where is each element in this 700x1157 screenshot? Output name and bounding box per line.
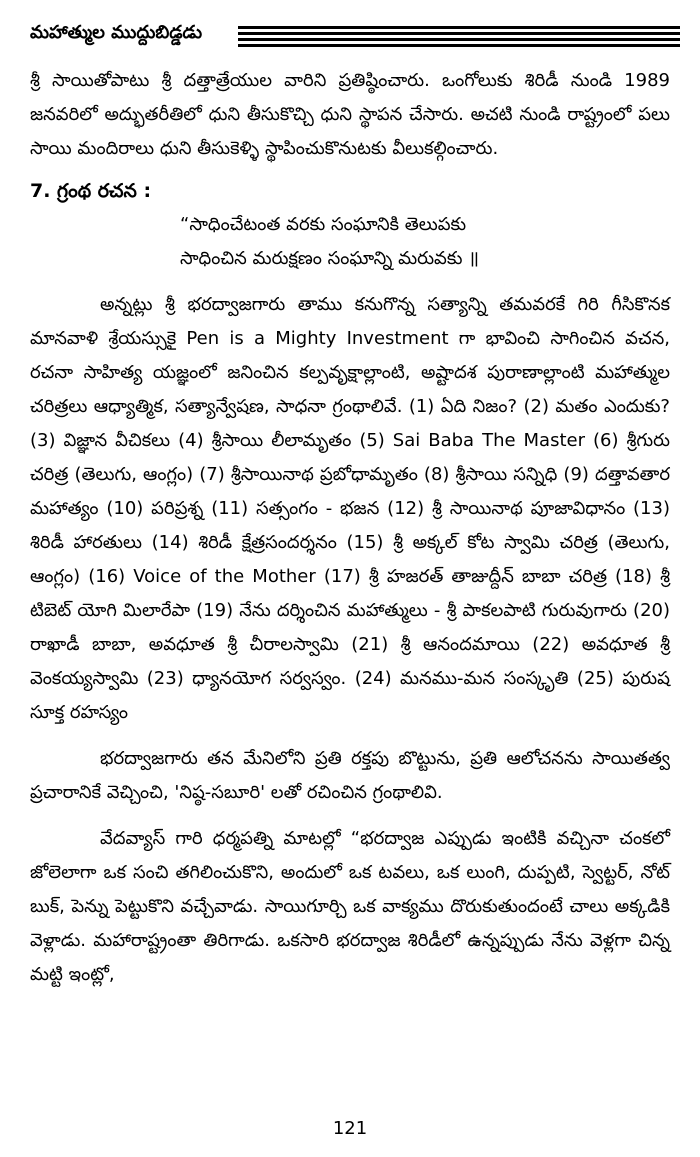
rule-line bbox=[238, 32, 680, 35]
header-title: మహాత్ముల ముద్దుబిడ్డడు bbox=[30, 22, 203, 43]
paragraph-books-list: అన్నట్లు శ్రీ భరద్వాజగారు తాము కనుగొన్న సత్యాన్ని తమవరకే గిరి గీసికొనక మానవాళి శ్రేయస్సుకై Pen is a Mighty Investment గా భావించి సాగించిన వచన, రచనా సాహిత్య యజ్ఞంలో జనించిన కల్పవృక్షాల్లాంటి, అష్టాదశ పురాణాల్లాంటి మహాత్ముల చరిత్రలు ఆధ్యాత్మిక, సత్యాన్వేషణ, సాధనా గ్రంథాలివే. (1) ఏది నిజం? (2) మతం ఎందుకు? (3) విజ్ఞాన వీచికలు (4) శ్రీసాయి లీలామృతం (5) Sai Baba The Master (6) శ్రీగురు చరిత్ర (తెలుగు, ఆంగ్లం) (7) శ్రీసాయినాథ ప్రబోధామృతం (8) శ్రీసాయి సన్నిధి (9) దత్తావతార మహాత్యం (10) పరిప్రశ్న (11) సత్సంగం - భజన (12) శ్రీ సాయినాథ పూజావిధానం (13) శిరిడీ హారతులు (14) శిరిడీ క్షేత్రసందర్శనం (15) శ్రీ అక్కల్ కోట స్వామి చరిత్ర (తెలుగు, ఆంగ్లం) (16) Voice of the Mother (17) శ్రీ హజరత్ తాజుద్దీన్ బాబా చరిత్ర (18) శ్రీ టిబెట్ యోగి మిలారేపా (19) నేను దర్శించిన మహాత్ములు - శ్రీ పాకలపాటి గురువుగారు (20) రాఖాడీ బాబా, అవధూత శ్రీ చీరాలస్వామి (21) శ్రీ ఆనందమాయి (22) అవధూత శ్రీ వెంకయ్యస్వామి (23) ధ్యానయోగ సర్వస్వం. (24) మనము-మన సంస్కృతి (25) పురుష సూక్త రహస్యం bbox=[30, 294, 670, 723]
paragraph-vedavyas-wife: వేదవ్యాస్ గారి ధర్మపత్ని మాటల్లో “భరద్వాజ ఎప్పుడు ఇంటికి వచ్చినా చంకలో జోలెలాగా ఒక సంచి తగిలించుకొని, అందులో ఒక టవలు, ఒక లుంగి, దుప్పటి, స్వెట్టర్, నోట్ బుక్, పెన్ను పెట్టుకొని వచ్చేవాడు. సాయిగూర్చి ఒక వాక్యము దొరుకుతుందంటే చాలు అక్కడికి వెళ్లాడు. మహారాష్ట్రంతా తిరిగాడు. ఒకసారి భరద్వాజ శిరిడీలో ఉన్నప్పుడు నేను వెళ్లగా చిన్న మట్టి ఇంట్లో, bbox=[30, 828, 670, 985]
rule-line bbox=[238, 26, 680, 29]
verse-line-1: “సాధించేటంత వరకు సంఘానికి తెలుపకు bbox=[180, 214, 467, 235]
verse-line-2: సాధించిన మరుక్షణం సంఘాన్ని మరువకు ॥ bbox=[180, 248, 479, 269]
rule-line bbox=[238, 44, 680, 47]
page-number: 121 bbox=[332, 1118, 368, 1139]
section-heading: 7. గ్రంథ రచన : bbox=[30, 180, 152, 202]
paragraph-dhuni: శ్రీ సాయితోపాటు శ్రీ దత్తాత్రేయుల వారిని ప్రతిష్ఠించారు. ఒంగోలుకు శిరిడీ నుండి 1989 జనవరిలో అద్భుతరీతిలో ధుని తీసుకొచ్చి ధుని స్థాపన చేసారు. అచటి నుండి రాష్ట్రంలో పలు సాయి మందిరాలు ధుని తీసుకెళ్ళి స్థాపించుకొనుటకు వీలుకల్గించారు. bbox=[30, 70, 670, 159]
paragraph-dedication: భరద్వాజగారు తన మేనిలోని ప్రతి రక్తపు బొట్టును, ప్రతి ఆలోచనను సాయితత్వ ప్రచారానికే వెచ్చించి, 'నిష్ఠ-సబూరి' లతో రచించిన గ్రంథాలివి. bbox=[30, 748, 670, 803]
rule-line bbox=[238, 38, 680, 41]
header-rule-lines bbox=[238, 26, 680, 50]
page-body bbox=[30, 64, 670, 992]
running-header bbox=[30, 20, 680, 54]
